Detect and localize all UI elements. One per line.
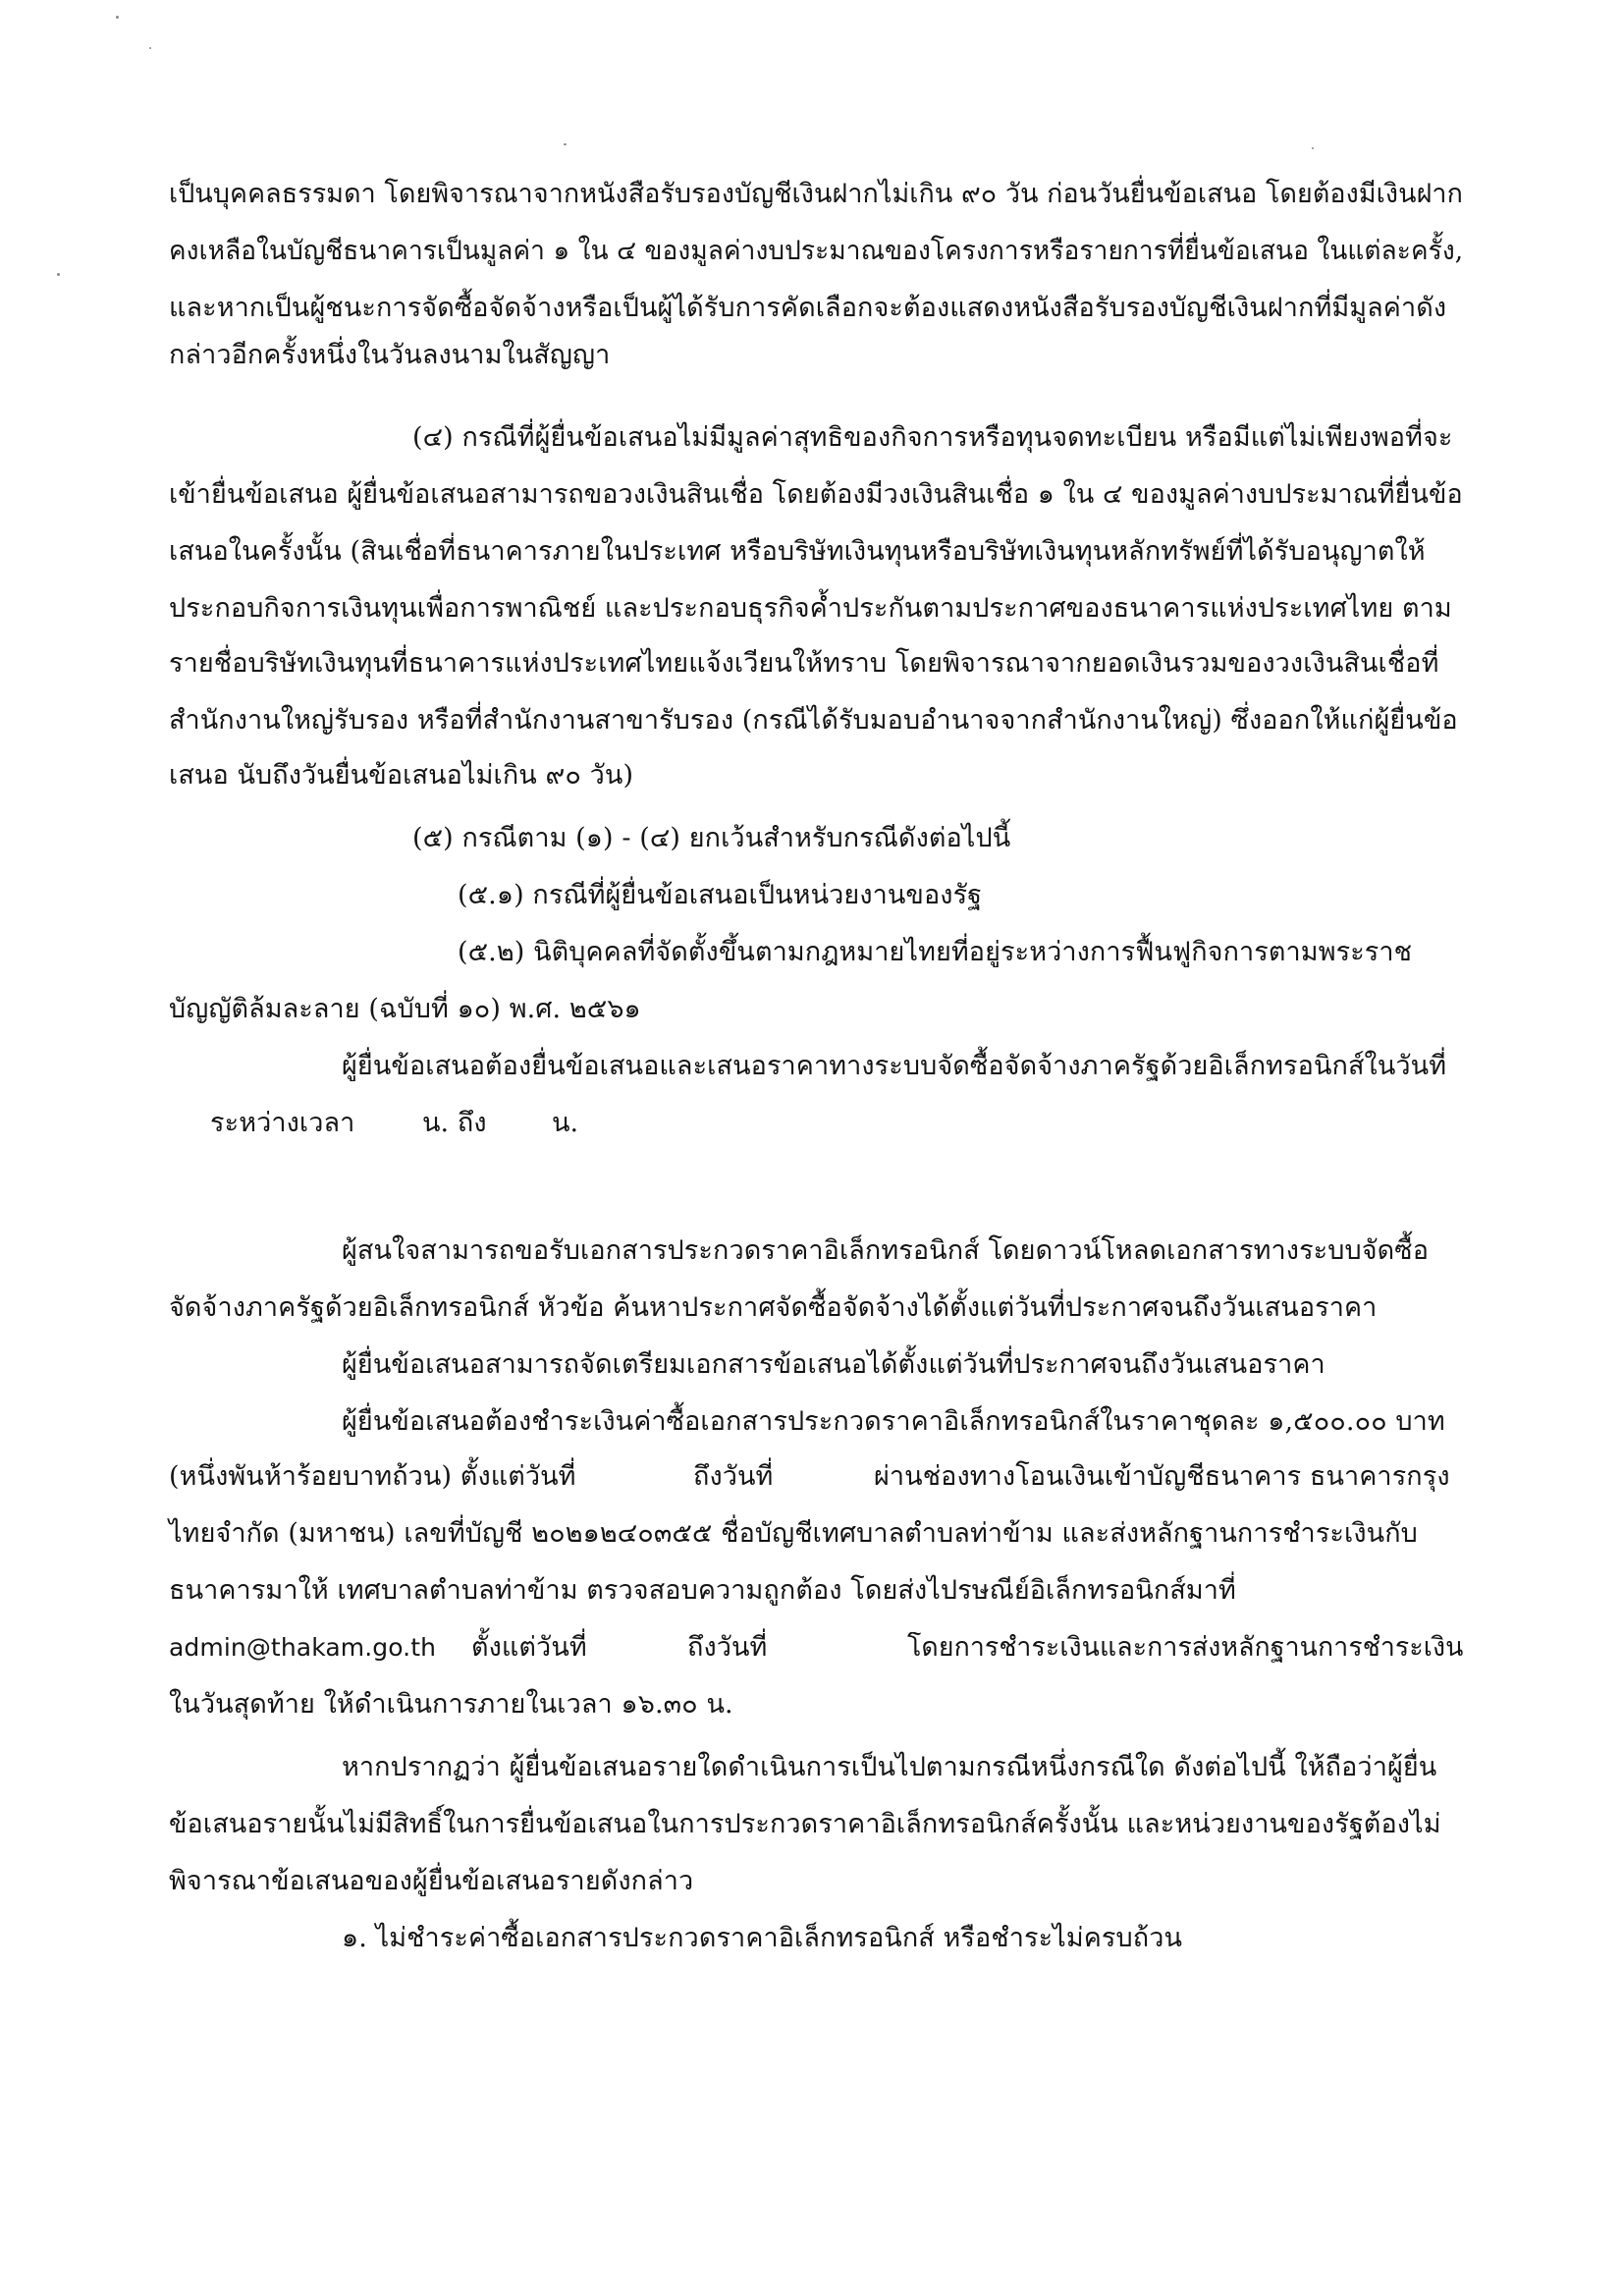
- paragraph-2-line: สำนักงานใหญ่รับรอง หรือที่สำนักงานสาขารับรอง (กรณีได้รับมอบอำนาจจากสำนักงานใหญ่) ซึ่งออกให้แก่ผู้ยื่นข้อ: [169, 705, 1458, 736]
- payment-line: (หนึ่งพันห้าร้อยบาทถ้วน) ตั้งแต่วันที่: [169, 1461, 576, 1492]
- item-5-2-line: บัญญัติล้มละลาย (ฉบับที่ ๑๐) พ.ศ. ๒๕๖๑: [169, 994, 641, 1024]
- item-5-2-line: (๕.๒) นิติบุคคลที่จัดตั้งขึ้นตามกฎหมายไทยที่อยู่ระหว่างการฟื้นฟูกิจการตามพระราช: [458, 937, 1413, 967]
- disqualify-line: ข้อเสนอรายนั้นไม่มีสิทธิ์ในการยื่นข้อเสนอในการประกวดราคาอิเล็กทรอนิกส์ครั้งนั้น และหน่วยงานของรัฐต้องไม่: [169, 1809, 1441, 1839]
- payment-line: ผ่านช่องทางโอนเงินเข้าบัญชีธนาคาร ธนาคารกรุง: [874, 1461, 1450, 1492]
- disqualify-item-1: ๑. ไม่ชำระค่าซื้อเอกสารประกวดราคาอิเล็กทรอนิกส์ หรือชำระไม่ครบถ้วน: [342, 1923, 1183, 1953]
- submission-time-from: น. ถึง: [422, 1108, 487, 1138]
- download-line: ผู้สนใจสามารถขอรับเอกสารประกวดราคาอิเล็กทรอนิกส์ โดยดาวน์โหลดเอกสารทางระบบจัดซื้อ: [342, 1235, 1430, 1266]
- submission-time-to: น.: [552, 1108, 579, 1138]
- submission-line: ผู้ยื่นข้อเสนอต้องยื่นข้อเสนอและเสนอราคาทางระบบจัดซื้อจัดจ้างภาครัฐด้วยอิเล็กทรอนิกส์ในวันที่: [342, 1051, 1447, 1081]
- paragraph-2-line: เสนอในครั้งนั้น (สินเชื่อที่ธนาคารภายในประเทศ หรือบริษัทเงินทุนหรือบริษัทเงินทุนหลักทรัพย์ที่ได้รับอนุญาตให้: [169, 536, 1426, 567]
- paragraph-1-line: คงเหลือในบัญชีธนาคารเป็นมูลค่า ๑ ใน ๔ ของมูลค่างบประมาณของโครงการหรือรายการที่ยื่นข้อเสนอ ในแต่ละครั้ง,: [169, 236, 1464, 266]
- payment-line: ในวันสุดท้าย ให้ดำเนินการภายในเวลา ๑๖.๓๐ น.: [169, 1689, 733, 1720]
- scan-speck: [1312, 147, 1314, 149]
- paragraph-2-line: ประกอบกิจการเงินทุนเพื่อการพาณิชย์ และประกอบธุรกิจค้ำประกันตามประกาศของธนาคารแห่งประเทศไทย ตาม: [169, 593, 1452, 624]
- scan-speck: [116, 16, 119, 19]
- item-5: (๕) กรณีตาม (๑) - (๔) ยกเว้นสำหรับกรณีดังต่อไปนี้: [412, 823, 1011, 853]
- paragraph-2-line: (๔) กรณีที่ผู้ยื่นข้อเสนอไม่มีมูลค่าสุทธิของกิจการหรือทุนจดทะเบียน หรือมีแต่ไม่เพียงพอที่จะ: [412, 422, 1453, 453]
- payment-date-to-label: ถึงวันที่: [687, 1632, 768, 1663]
- disqualify-line: พิจารณาข้อเสนอของผู้ยื่นข้อเสนอรายดังกล่าว: [169, 1866, 694, 1896]
- scan-speck: [564, 143, 567, 145]
- payment-line: โดยการชำระเงินและการส่งหลักฐานการชำระเงิน: [907, 1632, 1464, 1663]
- disqualify-line: หากปรากฏว่า ผู้ยื่นข้อเสนอรายใดดำเนินการเป็นไปตามกรณีหนึ่งกรณีใด ดังต่อไปนี้ ให้ถือว่าผู้ยื่น: [342, 1752, 1437, 1782]
- paragraph-1-line: เป็นบุคคลธรรมดา โดยพิจารณาจากหนังสือรับรองบัญชีเงินฝากไม่เกิน ๙๐ วัน ก่อนวันยื่นข้อเสนอ โดยต้องมีเงินฝาก: [169, 179, 1463, 209]
- paragraph-1-line: และหากเป็นผู้ชนะการจัดซื้อจัดจ้างหรือเป็นผู้ได้รับการคัดเลือกจะต้องแสดงหนังสือรับรองบัญชีเงินฝากที่มีมูลค่าดัง: [169, 293, 1447, 323]
- submission-time-label: ระหว่างเวลา: [210, 1108, 355, 1138]
- payment-line: ธนาคารมาให้ เทศบาลตำบลท่าข้าม ตรวจสอบความถูกต้อง โดยส่งไปรษณีย์อิเล็กทรอนิกส์มาที่: [169, 1575, 1236, 1606]
- download-line: จัดจ้างภาครัฐด้วยอิเล็กทรอนิกส์ หัวข้อ ค้นหาประกาศจัดซื้อจัดจ้างได้ตั้งแต่วันที่ประกาศจนถึงวันเสนอราคา: [169, 1292, 1378, 1323]
- payment-line: ไทยจำกัด (มหาชน) เลขที่บัญชี ๒๐๒๑๒๔๐๓๕๕ ชื่อบัญชีเทศบาลตำบลท่าข้าม และส่งหลักฐานการชำระเงินกับ: [169, 1518, 1418, 1549]
- prepare-line: ผู้ยื่นข้อเสนอสามารถจัดเตรียมเอกสารข้อเสนอได้ตั้งแต่วันที่ประกาศจนถึงวันเสนอราคา: [342, 1349, 1325, 1380]
- scan-speck: [149, 47, 151, 49]
- paragraph-1-line: กล่าวอีกครั้งหนึ่งในวันลงนามในสัญญา: [169, 340, 611, 370]
- paragraph-2-line: เสนอ นับถึงวันยื่นข้อเสนอไม่เกิน ๙๐ วัน): [169, 760, 634, 791]
- paragraph-2-line: เข้ายื่นข้อเสนอ ผู้ยื่นข้อเสนอสามารถขอวงเงินสินเชื่อ โดยต้องมีวงเงินสินเชื่อ ๑ ใน ๔ ของมูลค่างบประมาณที่ยื่นข้อ: [169, 479, 1463, 510]
- payment-date-to-label: ถึงวันที่: [693, 1461, 774, 1492]
- payment-line: ผู้ยื่นข้อเสนอต้องชำระเงินค่าซื้อเอกสารประกวดราคาอิเล็กทรอนิกส์ในราคาชุดละ ๑,๕๐๐.๐๐ บาท: [342, 1406, 1445, 1437]
- payment-date-from-label: ตั้งแต่วันที่: [471, 1632, 587, 1663]
- paragraph-2-line: รายชื่อบริษัทเงินทุนที่ธนาคารแห่งประเทศไทยแจ้งเวียนให้ทราบ โดยพิจารณาจากยอดเงินรวมของวงเงินสินเชื่อที่: [169, 648, 1439, 679]
- scan-speck: [57, 273, 60, 276]
- item-5-1: (๕.๑) กรณีที่ผู้ยื่นข้อเสนอเป็นหน่วยงานของรัฐ: [458, 880, 983, 910]
- payment-email: admin@thakam.go.th: [169, 1633, 437, 1662]
